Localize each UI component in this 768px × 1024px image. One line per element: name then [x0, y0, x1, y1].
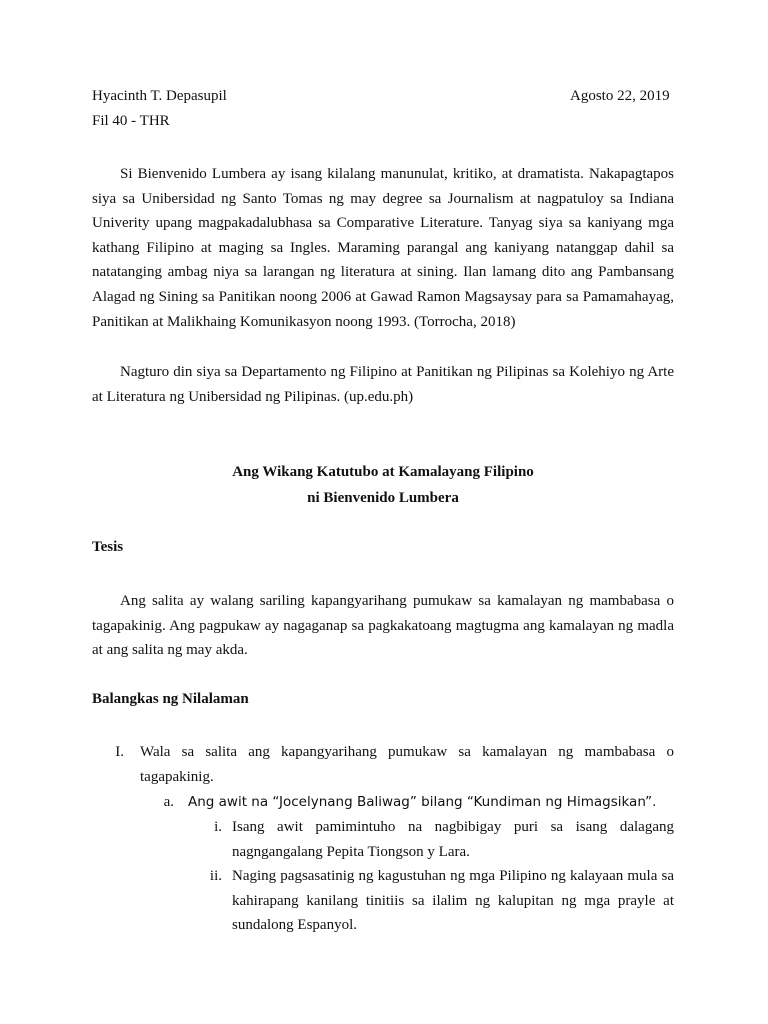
course-code: Fil 40 - THR	[92, 113, 170, 129]
intro-paragraph-2: Nagturo din siya sa Departamento ng Filipino at Panitikan ng Pilipinas sa Kolehiyo ng Arte at Literatura ng Unibersidad ng Pilipinas. (up.edu.ph)	[92, 364, 674, 405]
tesis-paragraph: Ang salita ay walang sariling kapangyarihang pumukaw sa kamalayan ng mambabasa o tagapakinig. Ang pagpukaw ay nagaganap sa pagkakatoang magtugma ang kamalayan ng madla at ang salita ng may akda.	[92, 593, 674, 659]
outline-item-a: Ang awit na “Jocelynang Baliwag” bilang “Kundiman ng Himagsikan”.	[188, 794, 657, 810]
essay-title: Ang Wikang Katutubo at Kamalayang Filipino	[232, 464, 534, 480]
essay-byline: ni Bienvenido Lumbera	[307, 490, 459, 506]
author-name: Hyacinth T. Depasupil	[92, 88, 227, 104]
intro-paragraph-1: Si Bienvenido Lumbera ay isang kilalang manunulat, kritiko, at dramatista. Nakapagtapos siya sa Unibersidad ng Santo Tomas ng may degree sa Journalism at nagpatuloy sa Indiana Univerity upang magpakadalubhasa sa Comparative Literature. Tanyag siya sa kaniyang mga kathang Filipino at maging sa Ingles. Maraming parangal ang kaniyang natanggap dahil sa natatanging ambag niya sa larangan ng literatura at sining. Ilan lamang dito ang Pambansang Alagad ng Sining sa Panitikan noong 2006 at Gawad Ramon Magsaysay para sa Pamamahayag, Panitikan at Malikhaing Komunikasyon noong 1993. (Torrocha, 2018)	[92, 166, 674, 330]
tesis-heading: Tesis	[92, 539, 124, 555]
outline-item-ii: Naging pagsasatinig ng kagustuhan ng mga Pilipino ng kalayaan mula sa kahirapang kanilang tinitiis sa ilalim ng kalupitan ng mga prayle at sundalong Espanyol.	[232, 868, 674, 934]
outline-marker-I: I.	[115, 744, 124, 760]
outline-item-I: Wala sa salita ang kapangyarihang pumukaw sa kamalayan ng mambabasa o tagapakinig.	[140, 744, 674, 785]
outline-heading: Balangkas ng Nilalaman	[92, 691, 249, 707]
outline-item-i: Isang awit pamimintuho na nagbibigay puri sa isang dalagang nagngangalang Pepita Tiongson y Lara.	[232, 819, 674, 860]
document-date: Agosto 22, 2019	[570, 88, 670, 104]
outline-marker-i: i.	[214, 819, 222, 835]
outline-marker-a: a.	[163, 794, 174, 810]
outline-marker-ii: ii.	[209, 868, 222, 884]
